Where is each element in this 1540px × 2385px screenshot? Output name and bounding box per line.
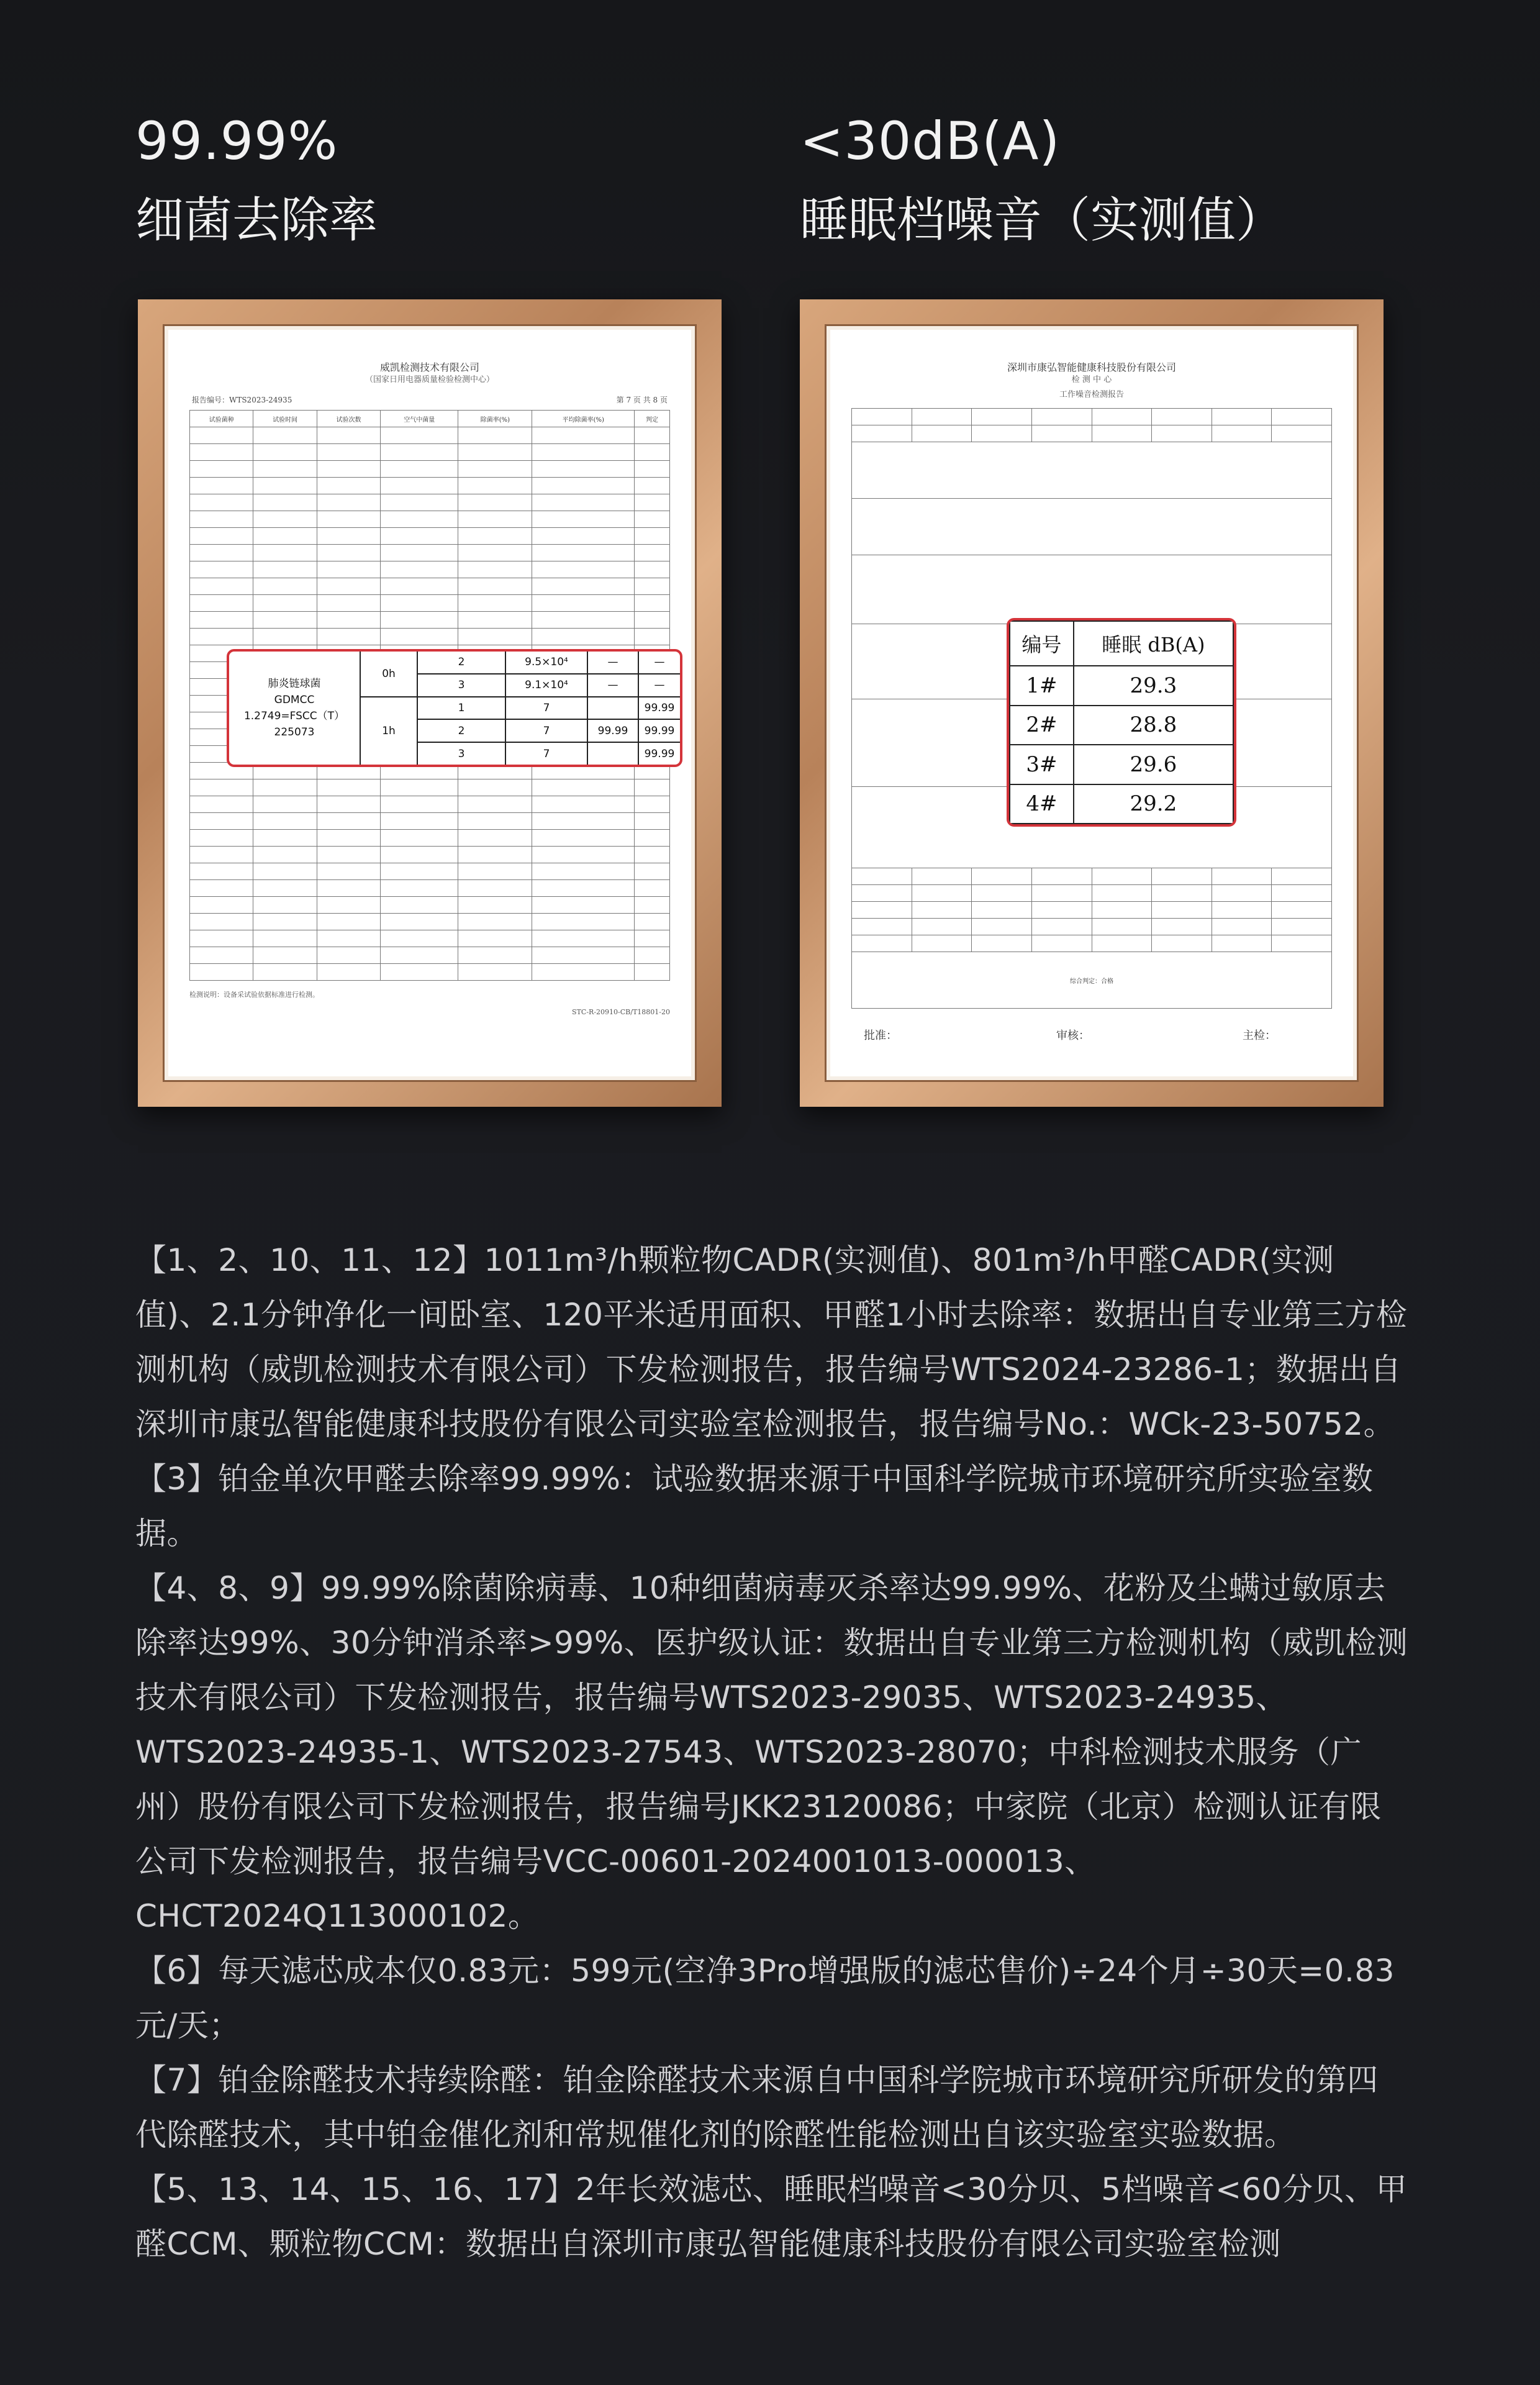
report-org: 深圳市康弘智能健康科技股份有限公司 bbox=[1007, 361, 1176, 373]
sleep-db: 29.2 bbox=[1074, 784, 1233, 824]
report-page: 第 7 页 共 8 页 bbox=[616, 396, 668, 404]
footnote-paragraph: 【3】铂金单次甲醛去除率99.99%：试验数据来源于中国科学院城市环境研究所实验室数据。 bbox=[135, 1461, 1374, 1551]
report-title: 工作噪音检测报告 bbox=[1059, 390, 1124, 399]
bacteria-report-frame bbox=[138, 299, 722, 1107]
bacteria-rate-value: 99.99% bbox=[135, 111, 338, 171]
review-label: 审核： bbox=[1056, 1029, 1090, 1042]
test-label: 主检： bbox=[1243, 1029, 1276, 1042]
report-org: 威凯检测技术有限公司 bbox=[379, 361, 479, 373]
removal-rate: 99.99 bbox=[588, 720, 639, 742]
table-row bbox=[418, 697, 680, 720]
bacteria-count: 9.5×10⁴ bbox=[506, 652, 588, 673]
unit-id: 1# bbox=[1010, 666, 1074, 705]
col-header: 试验菌种 bbox=[190, 411, 253, 427]
removal-rate: — bbox=[588, 675, 639, 696]
time-1h: 1h bbox=[382, 725, 396, 737]
sleep-db: 29.6 bbox=[1074, 745, 1233, 784]
col-header: 试验次数 bbox=[317, 411, 380, 427]
trial-number: 2 bbox=[418, 652, 506, 673]
noise-caption: 睡眠档噪音（实测值） bbox=[800, 193, 1285, 248]
unit-id: 2# bbox=[1010, 706, 1074, 745]
footnote-paragraph: 【1、2、10、11、12】1011m³/h颗粒物CADR(实测值)、801m³/h甲醛CADR(实测值)、2.1分钟净化一间卧室、120平米适用面积、甲醛1小时去除率：数据出自专业第三方检测机构（威凯检测技术有限公司）下发检测报告，报告编号WTS2024-23286-1；数据出自深圳市康弘智能健康科技股份有限公司实验室检测报告，报告编号No.：WCk-23-50752。 bbox=[135, 1242, 1408, 1442]
col-header: 编号 bbox=[1010, 621, 1074, 666]
report-center: 检 测 中 心 bbox=[1071, 375, 1112, 384]
footnote-paragraph: 【6】每天滤芯成本仅0.83元：599元(空净3Pro增强版的滤芯售价)÷24个月÷30天=0.83元/天； bbox=[135, 1953, 1395, 2043]
footnote-paragraph: 【5、13、14、15、16、17】2年长效滤芯、睡眠档噪音<30分贝、5档噪音<60分贝、甲醛CCM、颗粒物CCM：数据出自深圳市康弘智能健康科技股份有限公司实验室检测 bbox=[135, 2171, 1408, 2262]
sleep-db: 28.8 bbox=[1074, 706, 1233, 745]
col-header: 试验时间 bbox=[253, 411, 317, 427]
unit-id: 3# bbox=[1010, 745, 1074, 784]
removal-rate bbox=[588, 743, 639, 765]
headline-bacteria bbox=[135, 107, 378, 255]
species-collection: GDMCC bbox=[274, 694, 315, 706]
report-footnote: 检测说明：设备采试验依据标准进行检测。 bbox=[189, 991, 319, 999]
trial-number: 3 bbox=[418, 675, 506, 696]
trial-number: 3 bbox=[418, 743, 506, 765]
sleep-db: 29.3 bbox=[1074, 666, 1233, 705]
report-code: STC-R-20910-CB/T18801-20 bbox=[572, 1008, 670, 1016]
removal-rate bbox=[588, 697, 639, 719]
table-row bbox=[418, 652, 680, 675]
table-row bbox=[1010, 706, 1233, 745]
table-row bbox=[418, 743, 680, 765]
avg-rate: 99.99 bbox=[644, 701, 675, 714]
table-row bbox=[418, 675, 680, 697]
unit-id: 4# bbox=[1010, 784, 1074, 824]
col-header: 睡眠 dB(A) bbox=[1074, 621, 1233, 666]
table-row bbox=[1010, 784, 1233, 824]
bacteria-rate-caption: 细菌去除率 bbox=[135, 193, 378, 248]
species-id: 225073 bbox=[274, 726, 315, 738]
col-header: 除菌率(%) bbox=[458, 411, 532, 427]
removal-rate: — bbox=[588, 652, 639, 673]
footnote-paragraph: 【4、8、9】99.99%除菌除病毒、10种细菌病毒灭杀率达99.99%、花粉及尘螨过敏原去除率达99%、30分钟消杀率>99%、医护级认证：数据出自专业第三方检测机构（威凯检测技术有限公司）下发检测报告，报告编号WTS2023-29035、WTS2023-24935、WTS2023-24935-1、WTS2023-27543、WTS2023-28070；中科检测技术服务（广州）股份有限公司下发检测报告，报告编号JKK23120086；中家院（北京）检测认证有限公司下发检测报告，报告编号VCC-00601-2024001013-000013、CHCT2024Q113000102。 bbox=[135, 1570, 1408, 1934]
noise-value: <30dB(A) bbox=[800, 111, 1061, 171]
species-cell bbox=[229, 652, 361, 765]
avg-rate: 99.99 bbox=[644, 747, 675, 760]
highlight-rows bbox=[418, 652, 680, 765]
col-header: 判定 bbox=[635, 411, 670, 427]
col-header: 平均除菌率(%) bbox=[532, 411, 635, 427]
report-center: （国家日用电器质量检验检测中心） bbox=[365, 375, 494, 384]
species-strain: 1.2749=FSCC（T） bbox=[243, 710, 345, 722]
approve-label: 批准： bbox=[864, 1029, 897, 1042]
table-row bbox=[418, 720, 680, 743]
verdict: 综合判定：合格 bbox=[852, 952, 1332, 1009]
time-cells bbox=[361, 652, 418, 765]
avg-rate: 99.99 bbox=[644, 724, 675, 737]
bacteria-count: 7 bbox=[506, 697, 588, 719]
time-0h: 0h bbox=[361, 652, 417, 697]
noise-report-paper bbox=[825, 324, 1359, 1082]
trial-number: 2 bbox=[418, 720, 506, 742]
avg-rate: — bbox=[654, 679, 665, 692]
table-row bbox=[1010, 745, 1233, 784]
footnotes bbox=[135, 1233, 1408, 2271]
report-number: 报告编号：WTS2023-24935 bbox=[192, 396, 292, 404]
noise-report-frame bbox=[800, 299, 1384, 1107]
streptococcus-highlight-box bbox=[227, 649, 682, 767]
bacteria-count: 9.1×10⁴ bbox=[506, 675, 588, 696]
footnote-paragraph: 【7】铂金除醛技术持续除醛：铂金除醛技术来源自中国科学院城市环境研究所研发的第四代除醛技术，其中铂金催化剂和常规催化剂的除醛性能检测出自该实验室实验数据。 bbox=[135, 2062, 1379, 2153]
species-name: 肺炎链球菌 bbox=[268, 678, 321, 690]
table-row bbox=[1010, 666, 1233, 705]
bacteria-count: 7 bbox=[506, 720, 588, 742]
bacteria-report-paper bbox=[163, 324, 697, 1082]
headline-noise bbox=[800, 107, 1284, 255]
trial-number: 1 bbox=[418, 697, 506, 719]
avg-rate: — bbox=[654, 656, 665, 669]
noise-highlight-box bbox=[1007, 618, 1236, 827]
bacteria-count: 7 bbox=[506, 743, 588, 765]
col-header: 空气中菌量 bbox=[381, 411, 458, 427]
